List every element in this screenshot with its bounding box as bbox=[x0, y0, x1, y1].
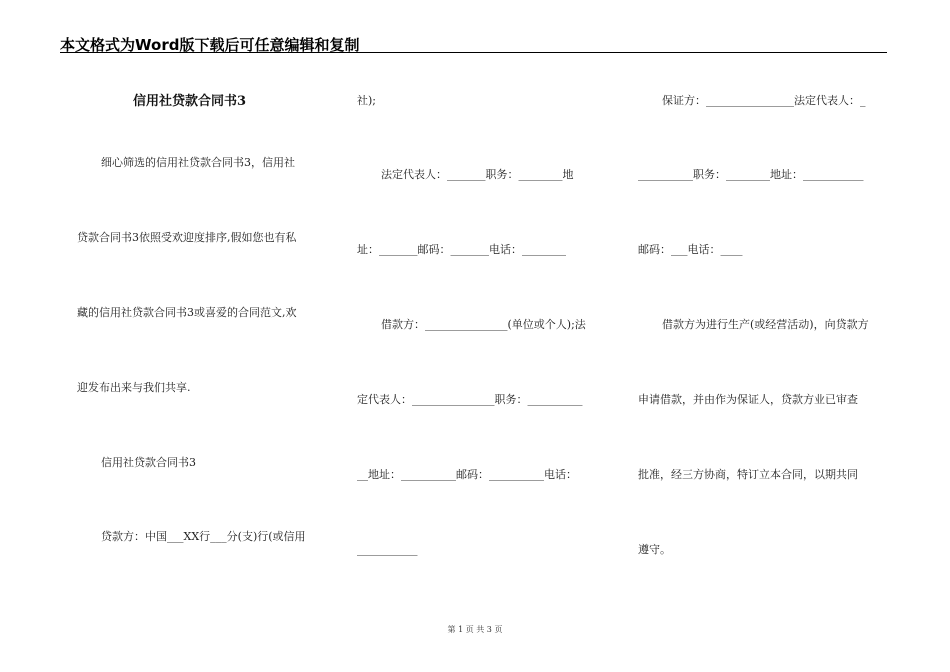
paragraph-line: 申请借款，并由作为保证人，贷款方业已审查 bbox=[638, 393, 858, 406]
paragraph-line: 邮码：___电话：____ bbox=[638, 243, 743, 256]
column-1 bbox=[0, 0, 340, 672]
paragraph-line: 借款方：_______________(单位或个人);法 bbox=[381, 318, 586, 331]
paragraph-line: 定代表人：_______________职务：__________ bbox=[357, 393, 583, 406]
paragraph-line: __地址：__________邮码：__________电话： bbox=[357, 468, 577, 481]
header-title: 本文格式为Word版下载后可任意编辑和复制 bbox=[60, 36, 360, 54]
paragraph-line: 法定代表人：_______职务：________地 bbox=[381, 168, 574, 181]
paragraph-line: 迎发布出来与我们共享. bbox=[77, 381, 191, 394]
paragraph-line: 细心筛选的信用社贷款合同书3，信用社 bbox=[101, 156, 295, 169]
document-title: 信用社贷款合同书3 bbox=[133, 94, 247, 109]
paragraph-line: __________职务：________地址：___________ bbox=[638, 168, 864, 181]
paragraph-line: 藏的信用社贷款合同书3或喜爱的合同范文,欢 bbox=[77, 306, 297, 319]
paragraph-line: 借款方为进行生产(或经营活动)，向贷款方 bbox=[662, 318, 869, 331]
paragraph-line: 遵守。 bbox=[638, 543, 671, 556]
paragraph-line: 贷款方：中国___XX行___分(支)行(或信用 bbox=[101, 530, 306, 543]
column-2 bbox=[340, 0, 620, 672]
paragraph-line: 信用社贷款合同书3 bbox=[101, 456, 196, 469]
paragraph-line: 批准，经三方协商，特订立本合同，以期共同 bbox=[638, 468, 858, 481]
paragraph-line: ___________ bbox=[357, 543, 418, 556]
paragraph-line: 址：_______邮码：_______电话：________ bbox=[357, 243, 566, 256]
paragraph-line: 社); bbox=[357, 94, 376, 107]
paragraph-line: 保证方：________________法定代表人：_ bbox=[662, 94, 866, 107]
paragraph-line: 贷款合同书3依照受欢迎度排序,假如您也有私 bbox=[77, 231, 297, 244]
column-3 bbox=[620, 0, 940, 672]
page-footer: 第 1 页 共 3 页 bbox=[447, 625, 503, 634]
